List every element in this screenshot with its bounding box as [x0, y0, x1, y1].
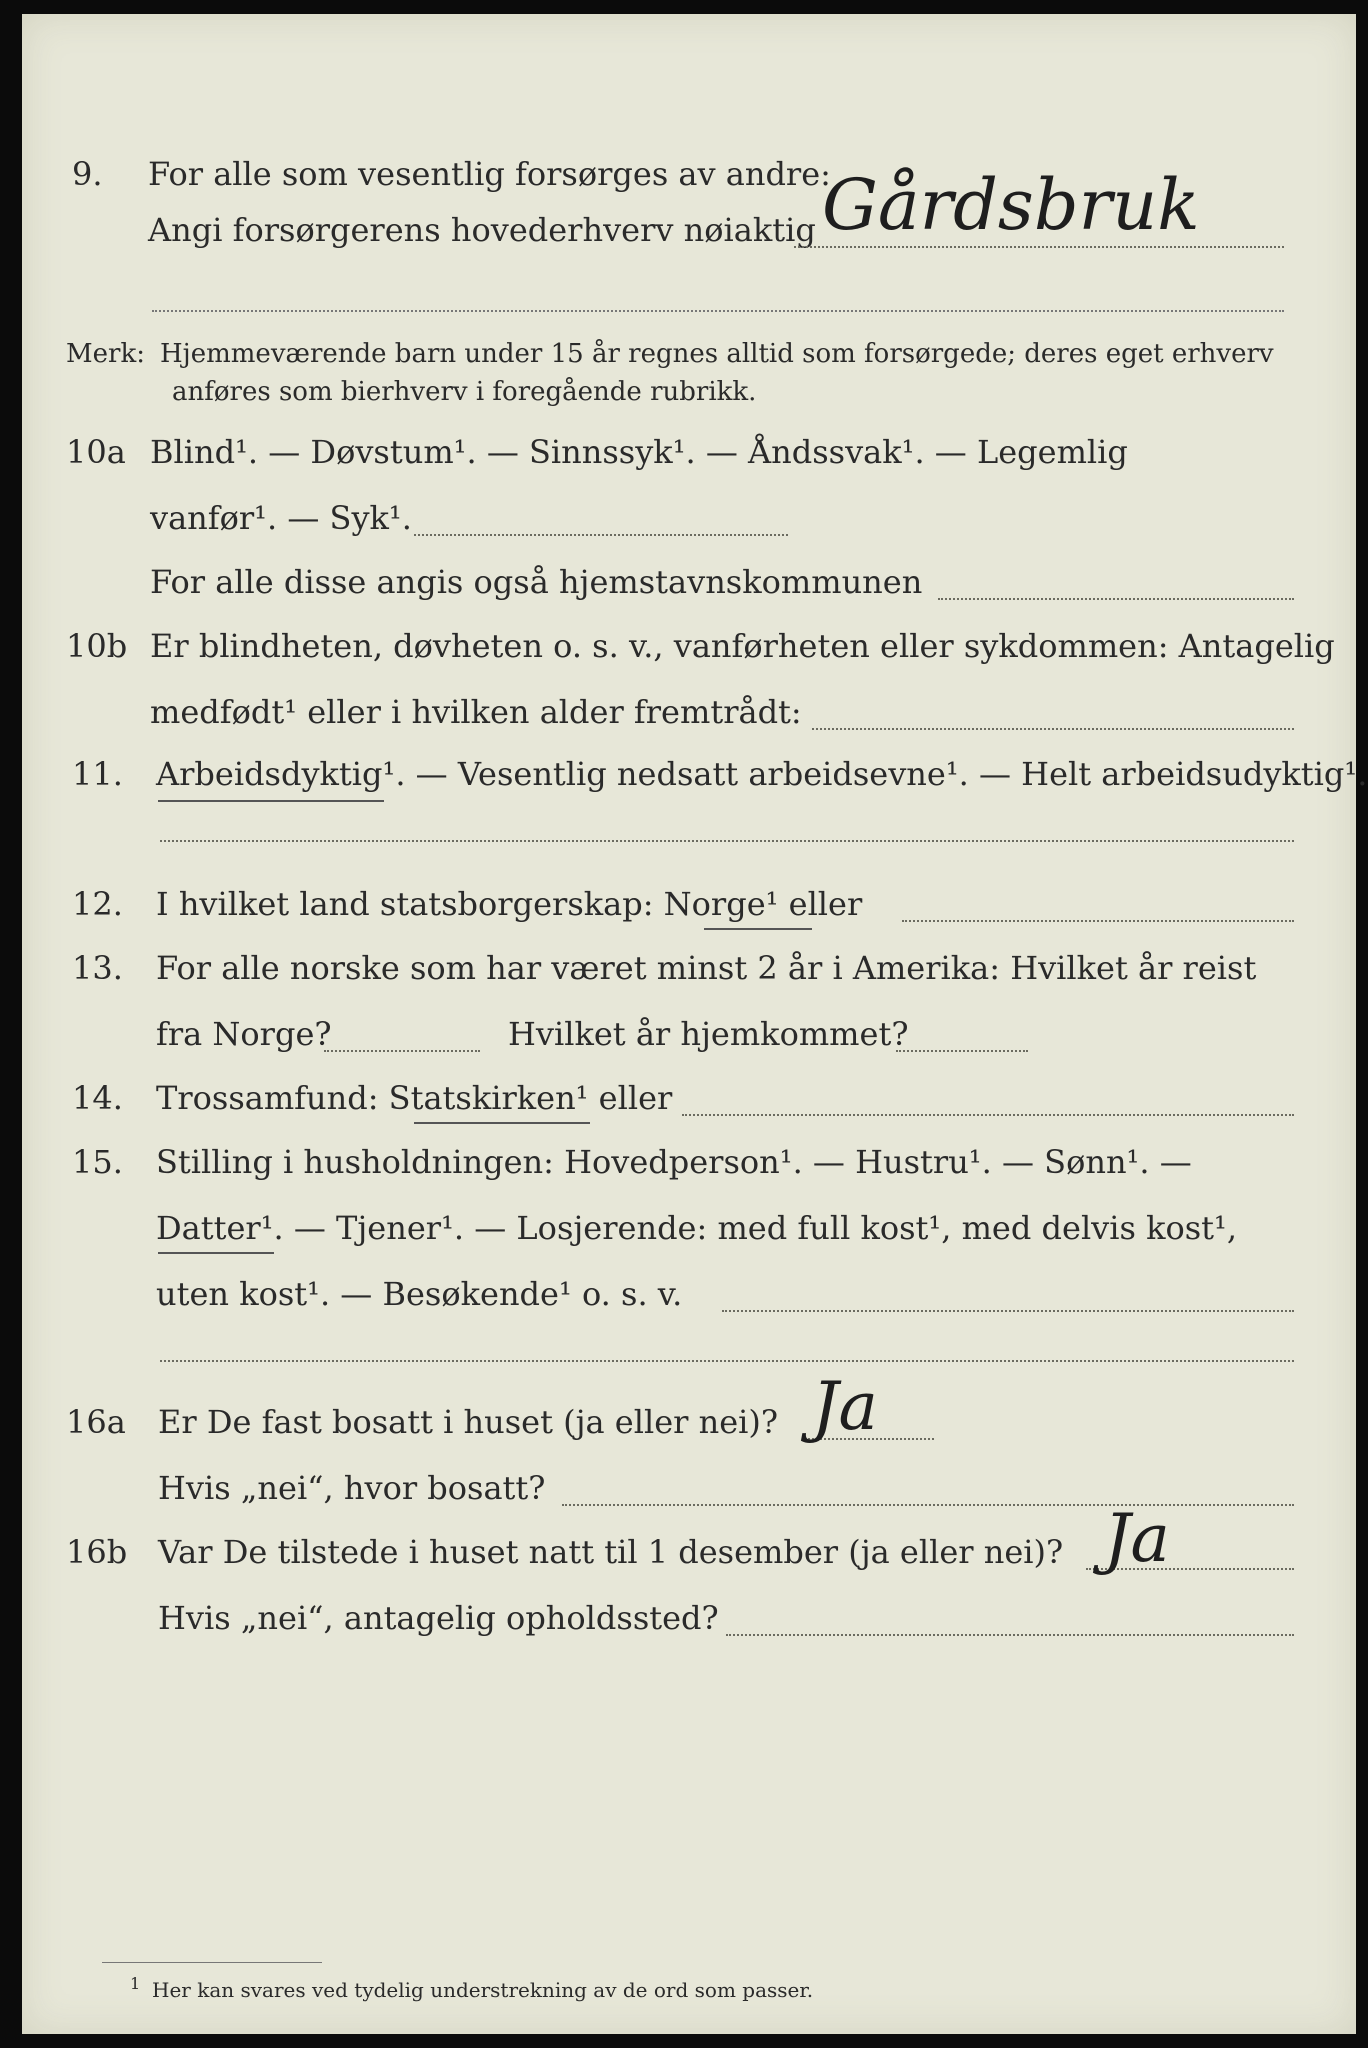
- q10b-text-1: Er blindheten, døvheten o. s. v., vanførheten eller sykdommen: Antagelig: [150, 627, 1335, 665]
- q11-number: 11.: [72, 755, 123, 793]
- q16b-number: 16b: [66, 1533, 128, 1571]
- q12-text-1: I hvilket land statsborgerskap: Norge¹ eller: [156, 885, 863, 923]
- q13-text-2b: Hvilket år hjemkommet?: [508, 1015, 909, 1053]
- census-form-page: [22, 14, 1368, 2034]
- q16a-handwritten-answer: Ja: [812, 1368, 878, 1445]
- q15-answer-line-2: [160, 1360, 1294, 1362]
- q12-answer-underline: [704, 928, 812, 930]
- q9-handwritten-answer: Gårdsbruk: [822, 164, 1200, 246]
- q16a-text-1: Er De fast bosatt i huset (ja eller nei)?: [158, 1403, 779, 1441]
- q9-number: 9.: [72, 155, 103, 193]
- q9-second-answer-line: [152, 310, 1284, 312]
- q9-text-2: Angi forsørgerens hovederhverv nøiaktig: [148, 211, 816, 249]
- q12-answer-line: [902, 920, 1294, 922]
- q14-number: 14.: [72, 1079, 123, 1117]
- q13-reist-answer-line: [324, 1050, 480, 1052]
- merk-text-2: anføres som bierhverv i foregående rubrikk.: [172, 377, 757, 407]
- q10b-answer-line: [812, 728, 1294, 730]
- q16a-number: 16a: [66, 1403, 126, 1441]
- q10a-text-1: Blind¹. — Døvstum¹. — Sinnssyk¹. — Åndssvak¹. — Legemlig: [150, 433, 1128, 471]
- q10a-kommune-answer-line: [938, 598, 1294, 600]
- q13-text-1: For alle norske som har været minst 2 år i Amerika: Hvilket år reist: [156, 949, 1257, 987]
- q10b-text-2: medfødt¹ eller i hvilken alder fremtrådt:: [150, 693, 802, 731]
- q12-number: 12.: [72, 885, 123, 923]
- q10a-number: 10a: [66, 433, 126, 471]
- q10b-number: 10b: [66, 627, 128, 665]
- q15-text-3: uten kost¹. — Besøkende¹ o. s. v.: [156, 1275, 683, 1313]
- q16a-bosatt-answer-line: [562, 1504, 1294, 1506]
- q15-answer-line-1: [722, 1310, 1294, 1312]
- q11-answer-underline: [158, 800, 384, 802]
- q10a-text-2: vanfør¹. — Syk¹.: [150, 499, 412, 537]
- q16a-text-2: Hvis „nei“, hvor bosatt?: [158, 1469, 546, 1507]
- q15-answer-underline: [158, 1252, 274, 1254]
- q14-text-1: Trossamfund: Statskirken¹ eller: [156, 1079, 673, 1117]
- q11-text-1: Arbeidsdyktig¹. — Vesentlig nedsatt arbeidsevne¹. — Helt arbeidsudyktig¹.: [156, 755, 1368, 793]
- q14-answer-line: [682, 1114, 1294, 1116]
- q15-text-2: Datter¹. — Tjener¹. — Losjerende: med full kost¹, med delvis kost¹,: [156, 1209, 1238, 1247]
- q9-text-1: For alle som vesentlig forsørges av andre:: [148, 155, 831, 193]
- q9-answer-line: [794, 246, 1284, 248]
- q16b-handwritten-answer: Ja: [1104, 1500, 1170, 1577]
- footnote-mark: 1: [130, 1974, 141, 1993]
- q16b-text-2: Hvis „nei“, antagelig opholdssted?: [158, 1599, 719, 1637]
- q13-number: 13.: [72, 949, 123, 987]
- q10a-syk-answer-line: [414, 534, 788, 536]
- q13-text-2a: fra Norge?: [156, 1015, 332, 1053]
- footnote-text: Her kan svares ved tydelig understrekning av de ord som passer.: [152, 1978, 814, 2002]
- q16b-opholdssted-answer-line: [726, 1634, 1294, 1636]
- q11-answer-line: [160, 840, 1294, 842]
- q14-answer-underline: [414, 1122, 590, 1124]
- merk-label: Merk:: [66, 339, 145, 369]
- q15-text-1: Stilling i husholdningen: Hovedperson¹. — Hustru¹. — Sønn¹. —: [156, 1143, 1192, 1181]
- merk-text-1: Hjemmeværende barn under 15 år regnes alltid som forsørgede; deres eget erhverv: [160, 339, 1274, 369]
- q13-hjemkommet-answer-line: [896, 1050, 1028, 1052]
- q16b-text-1: Var De tilstede i huset natt til 1 desember (ja eller nei)?: [158, 1533, 1064, 1571]
- q10a-text-3: For alle disse angis også hjemstavnskommunen: [150, 563, 923, 601]
- q15-number: 15.: [72, 1143, 123, 1181]
